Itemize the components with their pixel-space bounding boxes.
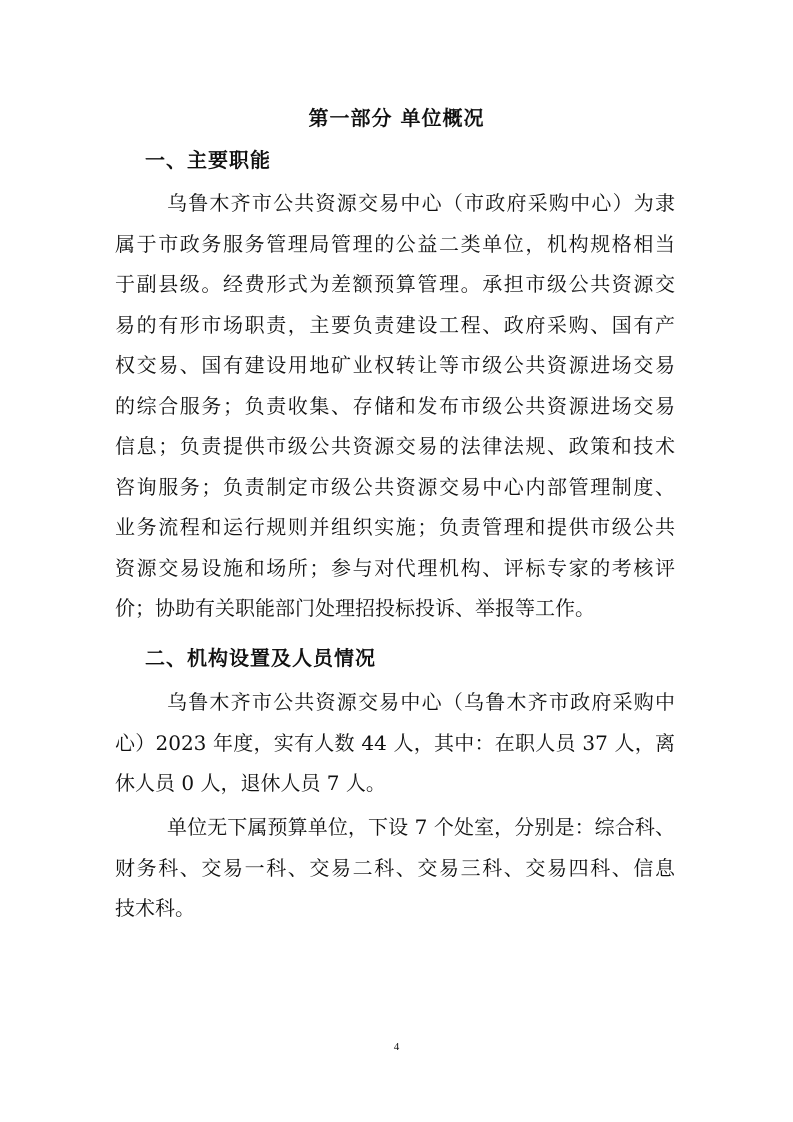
main-functions-paragraph [115, 183, 675, 629]
paragraph-line: 属于市政务服务管理局管理的公益二类单位，机构规格相当 [115, 231, 675, 256]
paragraph-line: 信息；负责提供市级公共资源交易的法律法规、政策和技术 [115, 434, 675, 458]
paragraph-line: 于副县级。经费形式为差额预算管理。承担市级公共资源交 [115, 272, 675, 296]
page-title: 第一部分 单位概况 [308, 106, 485, 130]
section-heading-organization-staffing: 二、机构设置及人员情况 [145, 646, 376, 670]
paragraph-line: 单位无下属预算单位，下设 7 个处室，分别是：综合科、 [167, 815, 675, 839]
paragraph-line: 咨询服务；负责制定市级公共资源交易中心内部管理制度、 [115, 474, 675, 499]
paragraph-line: 技术科。 [115, 896, 195, 920]
paragraph-line: 业务流程和运行规则并组织实施；负责管理和提供市级公共 [115, 515, 675, 539]
paragraph-line: 易的有形市场职责，主要负责建设工程、政府采购、国有产 [115, 312, 675, 337]
page-number: 4 [393, 1041, 400, 1053]
paragraph-line: 乌鲁木齐市公共资源交易中心（乌鲁木齐市政府采购中 [167, 690, 675, 714]
paragraph-line: 权交易、国有建设用地矿业权转让等市级公共资源进场交易 [115, 353, 675, 377]
section-heading-main-functions: 一、主要职能 [145, 148, 271, 172]
paragraph-line: 休人员 0 人，退休人员 7 人。 [115, 771, 386, 795]
paragraph-line: 价；协助有关职能部门处理招投标投诉、举报等工作。 [115, 596, 595, 620]
staffing-paragraph [115, 682, 675, 804]
paragraph-line: 资源交易设施和场所；参与对代理机构、评标专家的考核评 [115, 555, 675, 580]
paragraph-line: 的综合服务；负责收集、存储和发布市级公共资源进场交易 [115, 393, 675, 418]
paragraph-line: 心）2023 年度，实有人数 44 人，其中：在职人员 37 人，离 [115, 730, 675, 755]
departments-paragraph [115, 807, 675, 929]
paragraph-line: 乌鲁木齐市公共资源交易中心（市政府采购中心）为隶 [167, 191, 675, 215]
paragraph-line: 财务科、交易一科、交易二科、交易三科、交易四科、信息 [115, 855, 675, 880]
